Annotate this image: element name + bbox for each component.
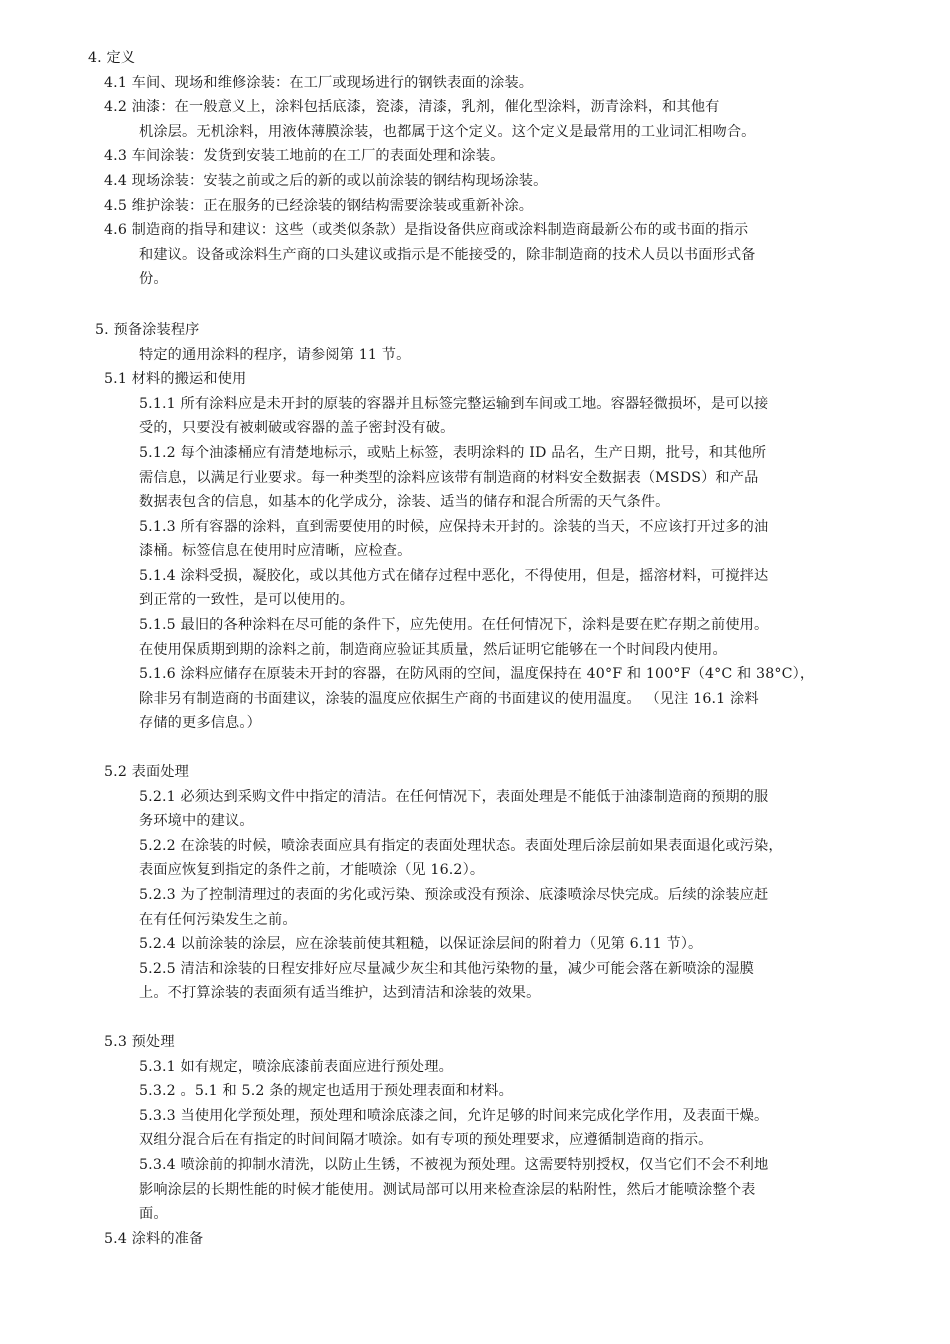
clause-4-2-cont: 机涂层。无机涂料，用液体薄膜涂装，也都属于这个定义。这个定义是最常用的工业词汇相吻合。 <box>139 123 756 140</box>
clause-5-3-3: 5.3.3 当使用化学预处理，预处理和喷涂底漆之间，允许足够的时间来完成化学作用，及表面干燥。 <box>139 1107 769 1124</box>
clause-4-6: 4.6 制造商的指导和建议：这些（或类似条款）是指设备供应商或涂料制造商最新公布的或书面的指示 <box>104 222 749 239</box>
clause-5-3-4-cont: 影响涂层的长期性能的时候才能使用。测试局部可以用来检查涂层的粘附性，然后才能喷涂整个表 <box>139 1181 756 1198</box>
clause-4-6-cont: 和建议。设备或涂料生产商的口头建议或指示是不能接受的，除非制造商的技术人员以书面形式备 <box>139 246 756 263</box>
clause-5-2-4: 5.2.4 以前涂装的涂层，应在涂装前使其粗糙，以保证涂层间的附着力（见第 6.11 节）。 <box>139 936 703 953</box>
clause-5-1-2-cont: 需信息，以满足行业要求。每一种类型的涂料应该带有制造商的材料安全数据表（MSDS）和产品 <box>139 469 759 486</box>
clause-5-2-1-cont: 务环境中的建议。 <box>139 813 254 830</box>
clause-5-3-4-cont: 面。 <box>139 1206 168 1223</box>
subsection-5-2-heading: 5.2 表面处理 <box>104 764 190 781</box>
clause-4-5: 4.5 维护涂装：正在服务的已经涂装的钢结构需要涂装或重新补涂。 <box>104 197 534 214</box>
clause-5-2-3: 5.2.3 为了控制清理过的表面的劣化或污染、预涂或没有预涂、底漆喷涂尽快完成。后续的涂装应赶 <box>139 887 769 903</box>
clause-5-2-1: 5.2.1 必须达到采购文件中指定的清洁。在任何情况下，表面处理是不能低于油漆制造商的预期的服 <box>139 788 769 805</box>
clause-5-1-5-cont: 在使用保质期到期的涂料之前，制造商应验证其质量，然后证明它能够在一个时间段内使用。 <box>139 641 727 658</box>
clause-5-2-2: 5.2.2 在涂装的时候，喷涂表面应具有指定的表面处理状态。表面处理后涂层前如果表面退化或污染， <box>139 837 783 854</box>
clause-5-1-4-cont: 到正常的一致性，是可以使用的。 <box>139 592 355 609</box>
spacer <box>0 1006 950 1030</box>
clause-5-1-3: 5.1.3 所有容器的涂料，直到需要使用的时候，应保持未开封的。涂装的当天，不应该打开过多的油 <box>139 518 769 535</box>
clause-4-6-cont: 份。 <box>139 271 168 288</box>
clause-5-1-1-cont: 受的，只要没有被刺破或容器的盖子密封没有破。 <box>139 420 455 437</box>
spacer <box>0 736 950 760</box>
clause-5-2-2-cont: 表面应恢复到指定的条件之前，才能喷涂（见 16.2）。 <box>139 862 485 879</box>
clause-4-2: 4.2 油漆：在一般意义上，涂料包括底漆，瓷漆，清漆，乳剂，催化型涂料，沥青涂料，和其他有 <box>104 99 720 116</box>
clause-5-1-1: 5.1.1 所有涂料应是未开封的原装的容器并且标签完整运输到车间或工地。容器轻微损坏，是可以接 <box>139 395 769 412</box>
clause-5-1-3-cont: 漆桶。标签信息在使用时应清晰，应检查。 <box>139 543 412 560</box>
subsection-5-1-heading: 5.1 材料的搬运和使用 <box>104 371 247 388</box>
clause-5-1-6-cont: 存储的更多信息。） <box>139 715 261 732</box>
document-page <box>0 46 950 1251</box>
clause-4-1: 4.1 车间、现场和维修涂装：在工厂或现场进行的钢铁表面的涂装。 <box>104 74 534 91</box>
clause-5-3-3-cont: 双组分混合后在有指定的时间间隔才喷涂。如有专项的预处理要求，应遵循制造商的指示。 <box>139 1132 713 1149</box>
clause-5-1-2: 5.1.2 每个油漆桶应有清楚地标示，或贴上标签，表明涂料的 ID 品名，生产日期，批号，和其他所 <box>139 444 767 461</box>
section-5-intro: 特定的通用涂料的程序，请参阅第 11 节。 <box>139 346 411 363</box>
clause-5-3-2: 5.3.2 。5.1 和 5.2 条的规定也适用于预处理表面和材料。 <box>139 1083 513 1100</box>
spacer <box>0 292 950 318</box>
clause-5-3-4: 5.3.4 喷涂前的抑制水清洗，以防止生锈，不被视为预处理。这需要特别授权，仅当它们不会不利地 <box>139 1156 769 1173</box>
clause-5-1-4: 5.1.4 涂料受损，凝胶化，或以其他方式在储存过程中恶化，不得使用，但是，摇溶材料，可搅拌达 <box>139 567 769 584</box>
subsection-5-4-heading: 5.4 涂料的准备 <box>104 1230 204 1247</box>
clause-5-2-5: 5.2.5 清洁和涂装的日程安排好应尽量减少灰尘和其他污染物的量，减少可能会落在新喷涂的湿膜 <box>139 960 755 977</box>
clause-5-1-6-cont: 除非另有制造商的书面建议，涂装的温度应依据生产商的书面建议的使用温度。 （见注 16.1 涂料 <box>139 690 759 707</box>
clause-5-1-5: 5.1.5 最旧的各种涂料在尽可能的条件下，应先使用。在任何情况下，涂料是要在贮存期之前使用。 <box>139 617 769 634</box>
clause-5-2-3-cont: 在有任何污染发生之前。 <box>139 911 297 928</box>
clause-5-3-1: 5.3.1 如有规定，喷涂底漆前表面应进行预处理。 <box>139 1058 453 1075</box>
clause-5-1-6: 5.1.6 涂料应储存在原装未开封的容器，在防风雨的空间，温度保持在 40°F 和 100°F（4°C 和 38°C）， <box>139 666 815 683</box>
clause-5-2-5-cont: 上。不打算涂装的表面须有适当维护，达到清洁和涂装的效果。 <box>139 985 541 1002</box>
clause-5-1-2-cont: 数据表包含的信息，如基本的化学成分，涂装、适当的储存和混合所需的天气条件。 <box>139 494 670 511</box>
clause-4-3: 4.3 车间涂装：发货到安装工地前的在工厂的表面处理和涂装。 <box>104 148 505 165</box>
subsection-5-3-heading: 5.3 预处理 <box>104 1033 175 1050</box>
section-5-heading: 5. 预备涂装程序 <box>95 321 200 338</box>
section-4-heading: 4. 定义 <box>88 50 136 66</box>
clause-4-4: 4.4 现场涂装：安装之前或之后的新的或以前涂装的钢结构现场涂装。 <box>104 172 548 189</box>
